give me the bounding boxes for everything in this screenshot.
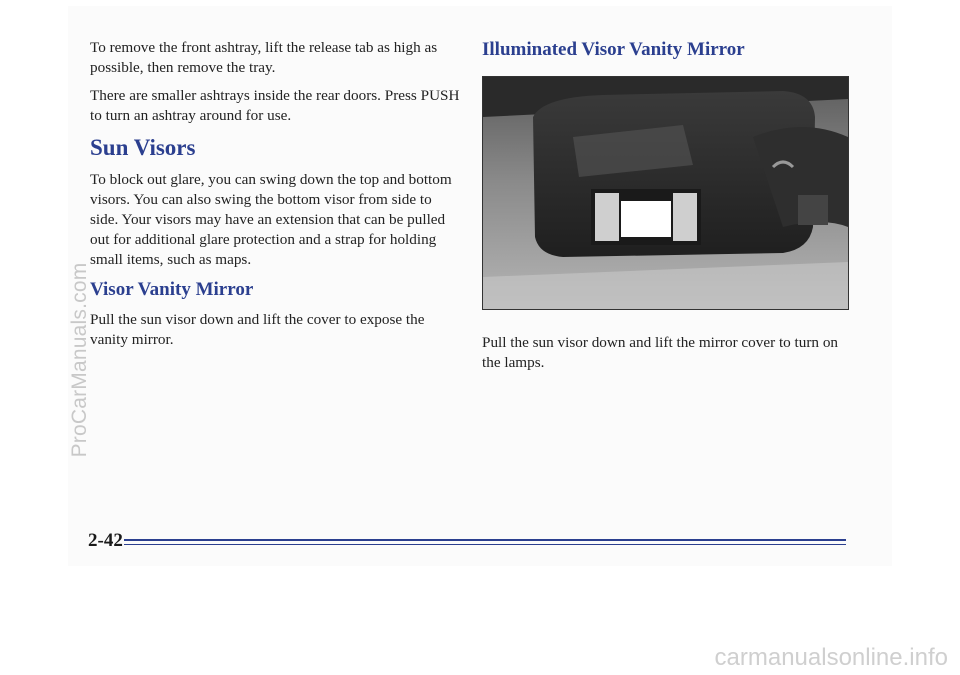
left-column bbox=[90, 38, 460, 358]
side-watermark: ProCarManuals.com bbox=[68, 262, 91, 458]
visor-vanity-mirror-heading: Visor Vanity Mirror bbox=[90, 279, 254, 300]
photo-caption-block bbox=[482, 333, 852, 381]
visor-mirror-photo bbox=[482, 76, 849, 310]
illuminated-mirror-heading: Illuminated Visor Vanity Mirror bbox=[482, 39, 745, 60]
footer-rule-thin bbox=[124, 544, 846, 545]
sun-visors-paragraph: To block out glare, you can swing down the top and bottom visors. You can also swing the bottom visor from side to side. Your visors may have an extension that can be pulled out for additional glare protection and a strap for holding small items, such as maps. bbox=[90, 171, 452, 268]
visor-mirror-illustration bbox=[483, 77, 848, 309]
rear-ashtray-paragraph: There are smaller ashtrays inside the rear doors. Press PUSH to turn an ashtray around for use. bbox=[90, 87, 460, 124]
footer-rule-thick bbox=[124, 539, 846, 541]
site-watermark: carmanualsonline.info bbox=[714, 644, 948, 671]
page-number: 2-42 bbox=[88, 530, 123, 551]
visor-vanity-mirror-paragraph: Pull the sun visor down and lift the cover to expose the vanity mirror. bbox=[90, 311, 425, 348]
photo-caption: Pull the sun visor down and lift the mirror cover to turn on the lamps. bbox=[482, 334, 839, 371]
right-column-header bbox=[482, 38, 852, 76]
ashtray-paragraph: To remove the front ashtray, lift the release tab as high as possible, then remove the tray. bbox=[90, 39, 438, 76]
sun-visors-heading: Sun Visors bbox=[90, 135, 196, 160]
